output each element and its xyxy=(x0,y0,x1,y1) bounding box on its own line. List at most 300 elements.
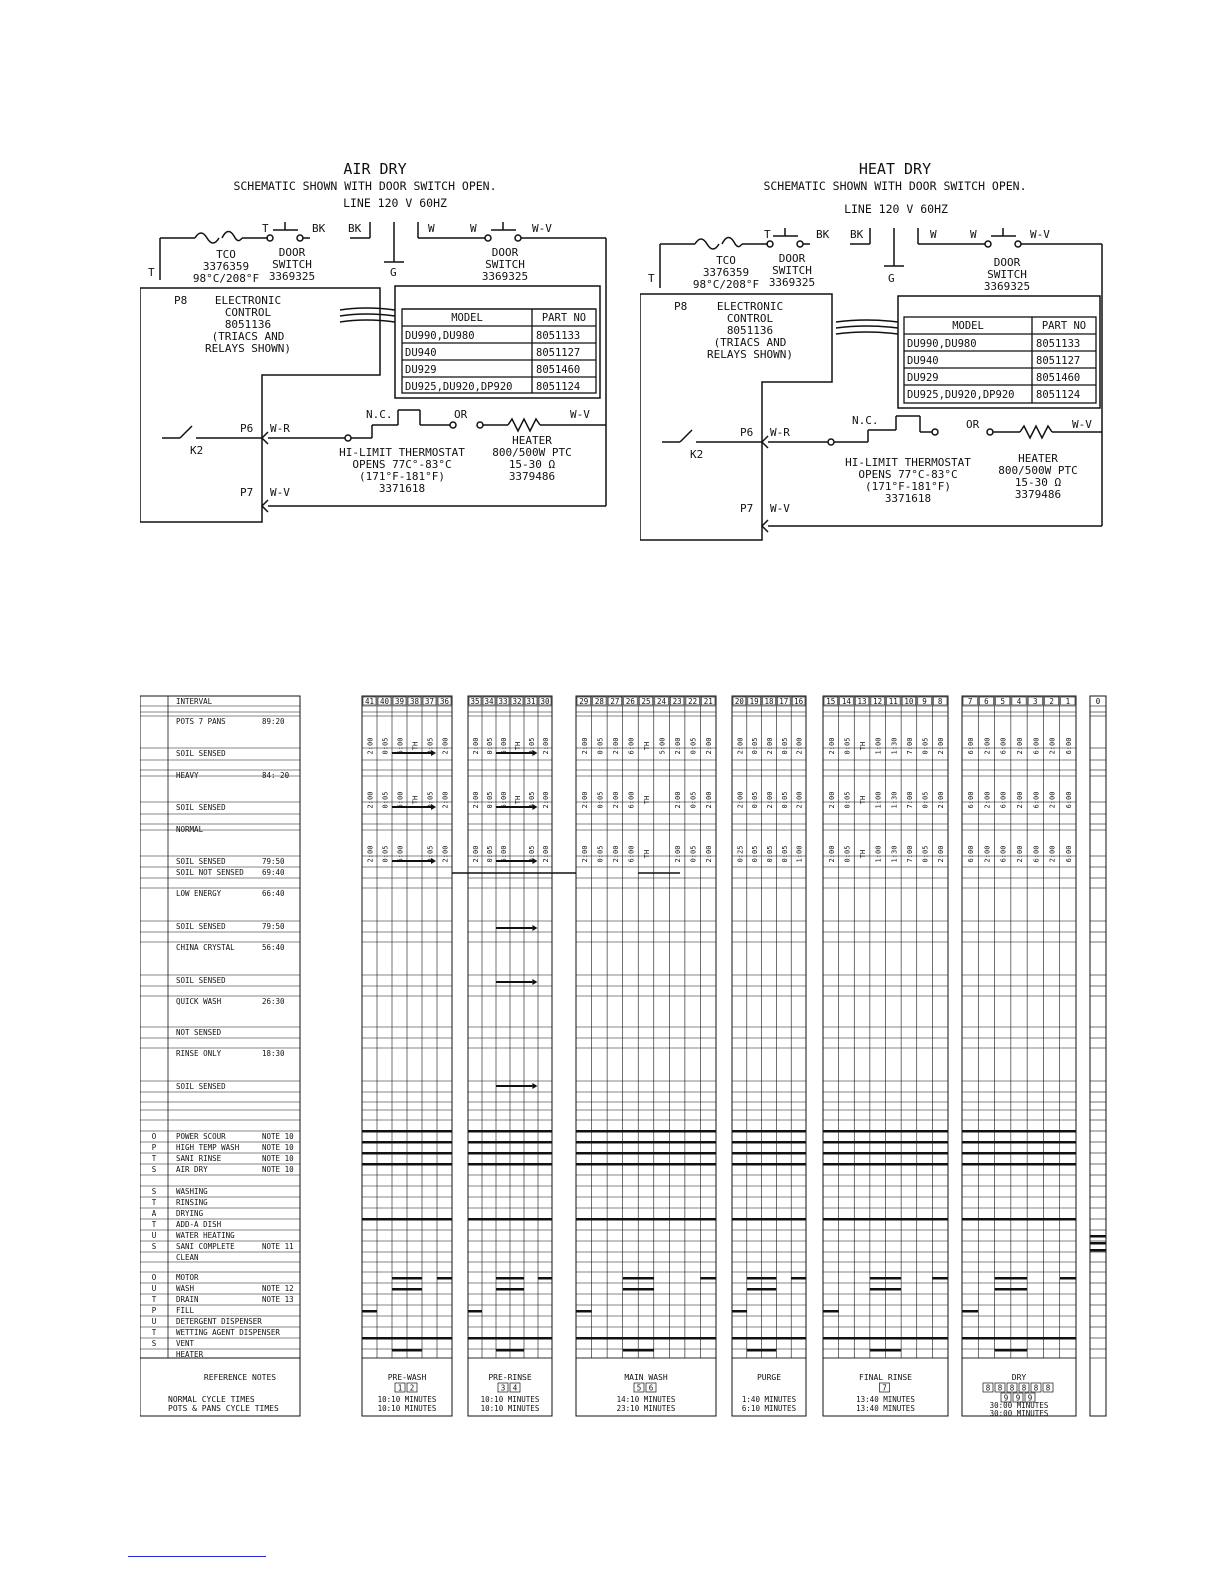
state-bar xyxy=(732,1141,806,1144)
row-value: 84: 20 xyxy=(262,771,290,780)
state-bar xyxy=(576,1163,716,1166)
interval-time: 2:00 xyxy=(611,737,620,755)
state-bar xyxy=(468,1130,552,1133)
interval-number: 28 xyxy=(594,697,604,706)
arrowhead xyxy=(532,925,537,931)
table-part: 8051124 xyxy=(1036,389,1081,401)
interval-time: 0:05 xyxy=(780,737,789,755)
interval-time: 6:00 xyxy=(396,737,405,755)
group-name: PURGE xyxy=(756,1373,782,1382)
state-bar xyxy=(362,1163,452,1166)
label-bk2: BK xyxy=(348,222,362,235)
label-wv: W-V xyxy=(1030,228,1050,241)
interval-time: 6:00 xyxy=(967,737,976,755)
row-code: P xyxy=(151,1143,157,1152)
table-part: 8051127 xyxy=(1036,355,1081,367)
row-label: SOIL NOT SENSED xyxy=(176,868,244,877)
interval-time: 2:00 xyxy=(366,791,375,809)
note-number: 9 xyxy=(1015,1393,1021,1403)
interval-time: 2:00 xyxy=(580,791,589,809)
row-code: U xyxy=(151,1317,157,1326)
state-bar xyxy=(732,1130,806,1133)
interval-time: 6:00 xyxy=(1064,791,1073,809)
pots-cycle-time: 13:40 MINUTES xyxy=(856,1404,915,1413)
interval-time: 2:00 xyxy=(827,845,836,863)
state-bar xyxy=(576,1152,716,1155)
interval-number: 6 xyxy=(984,697,989,706)
final-interval-frame xyxy=(1090,696,1106,1416)
row-value: NOTE 12 xyxy=(262,1284,294,1293)
interval-number: 19 xyxy=(749,697,759,706)
note-number: 8 xyxy=(1009,1383,1015,1393)
motor-bar xyxy=(791,1277,806,1280)
ec-line2: CONTROL xyxy=(726,312,774,325)
interval-time: 6:00 xyxy=(1064,737,1073,755)
row-value: NOTE 10 xyxy=(262,1154,294,1163)
label-bk2: BK xyxy=(850,228,864,241)
normal-cycle-time: 13:40 MINUTES xyxy=(856,1395,915,1404)
normal-cycle-time: 30:00 MINUTES xyxy=(989,1401,1049,1410)
motor-bar xyxy=(700,1277,716,1280)
row-label: CLEAN xyxy=(176,1253,199,1262)
door-switch-1-switch: SWITCH xyxy=(772,264,812,277)
interval-time: 2:00 xyxy=(472,737,480,755)
label-t2: T xyxy=(648,272,655,285)
state-bar xyxy=(732,1337,806,1340)
interval-time: 6:00 xyxy=(967,791,976,809)
tco-part: 3376359 xyxy=(702,266,750,279)
row-code: T xyxy=(151,1328,157,1337)
heater-bar xyxy=(747,1349,777,1352)
label-w2: W xyxy=(470,222,477,235)
p7-label: P7 xyxy=(240,486,254,499)
table-header-model: MODEL xyxy=(952,320,984,332)
interval-time: 6:00 xyxy=(500,737,508,755)
heater-line4: 3379486 xyxy=(508,470,556,483)
door-switch-2-switch: SWITCH xyxy=(485,258,525,271)
heater-line2: 800/500W PTC xyxy=(998,464,1078,477)
interval-time: 6:00 xyxy=(1032,791,1041,809)
row-code: O xyxy=(151,1132,157,1141)
interval-number: 14 xyxy=(841,697,851,706)
label-w2: W xyxy=(970,228,977,241)
door-switch-2-switch: SWITCH xyxy=(987,268,1027,281)
table-model: DU940 xyxy=(907,355,939,367)
interval-time: 2:00 xyxy=(472,791,480,809)
wash-bar xyxy=(623,1288,654,1291)
p8-label: P8 xyxy=(674,300,688,313)
interval-time: 0:05 xyxy=(426,791,435,809)
interval-time: 6:00 xyxy=(627,791,636,809)
group-name: PRE-WASH xyxy=(387,1373,427,1382)
interval-number: 21 xyxy=(703,697,713,706)
state-bar xyxy=(576,1337,716,1340)
state-bar xyxy=(962,1152,1076,1155)
interval-number: 34 xyxy=(484,697,494,706)
k2-label: K2 xyxy=(190,444,204,457)
note-number: 8 xyxy=(1033,1383,1039,1393)
interval-time: 2:00 xyxy=(983,791,992,809)
note-number: 9 xyxy=(1027,1393,1033,1403)
row-value: 79:50 xyxy=(262,922,285,931)
ec-line1: ELECTRONIC xyxy=(214,294,282,307)
reference-notes-label: REFERENCE NOTES xyxy=(203,1373,277,1382)
ec-line3: 8051136 xyxy=(224,318,272,331)
interval-time: 1:00 xyxy=(874,845,883,863)
interval-time: 7:00 xyxy=(905,845,914,863)
motor-bar xyxy=(623,1277,654,1280)
table-part: 8051127 xyxy=(536,347,581,359)
interval-number: 35 xyxy=(470,697,480,706)
timing-grid xyxy=(140,696,1106,1416)
row-code: S xyxy=(151,1165,157,1174)
row-value: NOTE 10 xyxy=(262,1132,294,1141)
interval-number: 17 xyxy=(779,697,789,706)
interval-time: 7:00 xyxy=(905,791,914,809)
wash-bar xyxy=(496,1288,524,1291)
interval-time: 0:05 xyxy=(751,737,760,755)
ec-line5: RELAYS SHOWN) xyxy=(706,348,794,361)
pots-cycle-time: 23:10 MINUTES xyxy=(616,1404,676,1413)
table-header-model: MODEL xyxy=(451,312,483,324)
state-bar xyxy=(823,1163,948,1166)
interval-time: 6:00 xyxy=(500,791,508,809)
table-model: DU929 xyxy=(907,372,939,384)
heater-bar xyxy=(623,1349,654,1352)
interval-number: 41 xyxy=(364,697,375,706)
heater-bar xyxy=(870,1349,901,1352)
interval-time: 2:00 xyxy=(736,791,745,809)
interval-time: 0:05 xyxy=(751,791,760,809)
state-bar xyxy=(962,1163,1076,1166)
row-label: WASHING xyxy=(176,1187,208,1196)
normal-cycle-time: 14:10 MINUTES xyxy=(616,1395,676,1404)
pots-cycle-time: 10:10 MINUTES xyxy=(480,1404,540,1413)
wash-bar xyxy=(392,1288,422,1291)
state-bar xyxy=(732,1163,806,1166)
interval-time: 2:00 xyxy=(827,737,836,755)
interval-time: 6:00 xyxy=(1064,845,1073,863)
state-bar xyxy=(468,1337,552,1340)
interval-time: 2:00 xyxy=(441,845,450,863)
door-switch-1-part: 3369325 xyxy=(268,270,316,283)
label-g: G xyxy=(888,272,895,285)
interval-time: 1:30 xyxy=(890,791,899,809)
row-label: MOTOR xyxy=(176,1273,199,1282)
line-voltage-label: LINE 120 V 60HZ xyxy=(343,196,447,210)
row-value: 56:40 xyxy=(262,943,285,952)
row-label: ADD-A DISH xyxy=(176,1220,222,1229)
note-number: 8 xyxy=(997,1383,1003,1393)
label-t2: T xyxy=(148,266,155,279)
motor-bar xyxy=(437,1277,452,1280)
interval-time: 2:00 xyxy=(766,737,774,755)
state-bar xyxy=(962,1141,1076,1144)
interval-time: 5:00 xyxy=(658,737,667,755)
interval-time: 2:00 xyxy=(1048,791,1057,809)
interval-time: 0:05 xyxy=(780,791,789,809)
table-header-part: PART NO xyxy=(541,312,587,324)
row-value: NOTE 13 xyxy=(262,1295,294,1304)
pots-cycle-time: 10:10 MINUTES xyxy=(377,1404,437,1413)
wash-bar xyxy=(995,1288,1028,1291)
interval-time: 1:00 xyxy=(874,737,883,755)
interval-time: 0:05 xyxy=(486,737,494,755)
interval-time: 2:00 xyxy=(472,845,480,863)
row-code: S xyxy=(151,1242,157,1251)
heat-dry-schematic xyxy=(640,150,1110,545)
heater-bar xyxy=(995,1349,1028,1352)
row-label: WETTING AGENT DISPENSER xyxy=(176,1328,280,1337)
nc-label: N.C. xyxy=(366,408,393,421)
interval-time: 2:00 xyxy=(705,845,714,863)
interval-time: 0:05 xyxy=(528,791,536,809)
interval-time: 0:05 xyxy=(751,845,760,863)
interval-time: 2:00 xyxy=(1048,845,1057,863)
p8-label: P8 xyxy=(174,294,188,307)
row-label: SOIL SENSED xyxy=(176,922,226,931)
interval-time: 2:00 xyxy=(937,845,946,863)
state-bar xyxy=(576,1141,716,1144)
note-number: 4 xyxy=(512,1383,518,1393)
interval-time: 2:00 xyxy=(441,737,450,755)
interval-time: 2:00 xyxy=(674,845,683,863)
interval-time: 2:00 xyxy=(542,791,550,809)
interval-time: TH xyxy=(514,741,522,751)
table-model: DU929 xyxy=(405,364,437,376)
normal-cycle-time: 10:10 MINUTES xyxy=(480,1395,540,1404)
row-code: S xyxy=(151,1339,157,1348)
door-switch-1-door: DOOR xyxy=(778,252,806,265)
interval-time: TH xyxy=(411,741,420,751)
heater-bar xyxy=(392,1349,422,1352)
interval-time: 1:00 xyxy=(874,791,883,809)
hilimit-line3: (171°F-181°F) xyxy=(864,480,952,493)
interval-time: 0:05 xyxy=(921,737,930,755)
row-label: POWER SCOUR xyxy=(176,1132,226,1141)
interval-number: 8 xyxy=(937,697,943,706)
motor-bar xyxy=(1060,1277,1076,1280)
interval-time: 0:05 xyxy=(780,845,789,863)
schematic-title: HEAT DRY xyxy=(858,160,932,178)
note-number: 9 xyxy=(1003,1393,1009,1403)
interval-number: 5 xyxy=(1000,697,1005,706)
heater-line1: HEATER xyxy=(512,434,552,447)
interval-time: 2:00 xyxy=(542,737,550,755)
interval-time: 0:05 xyxy=(381,791,390,809)
p7-label: P7 xyxy=(740,502,754,515)
interval-number: 13 xyxy=(857,697,867,706)
clean-bar xyxy=(1090,1235,1106,1238)
table-part: 8051460 xyxy=(536,364,581,376)
or-label: OR xyxy=(966,418,980,431)
hilimit-line1: HI-LIMIT THERMOSTAT xyxy=(845,456,971,469)
label-t: T xyxy=(262,222,269,235)
interval-number: 15 xyxy=(826,697,836,706)
door-switch-2-part: 3369325 xyxy=(983,280,1031,293)
interval-time: 2:00 xyxy=(674,791,683,809)
interval-number: 25 xyxy=(641,697,651,706)
state-bar xyxy=(732,1218,806,1221)
state-bar xyxy=(962,1130,1076,1133)
hilimit-line4: 3371618 xyxy=(884,492,932,505)
row-label: WATER HEATING xyxy=(176,1231,235,1240)
interval-time: 0:25 xyxy=(736,845,745,863)
motor-bar xyxy=(995,1277,1028,1280)
row-label: SOIL SENSED xyxy=(176,749,226,758)
interval-time: 0:05 xyxy=(921,791,930,809)
note-number: 7 xyxy=(882,1383,887,1393)
interval-number: 29 xyxy=(579,697,589,706)
normal-cycle-times-label: NORMAL CYCLE TIMES xyxy=(168,1395,255,1404)
heater-line2: 800/500W PTC xyxy=(492,446,572,459)
interval-time: 6:00 xyxy=(396,845,405,863)
interval-time: 2:00 xyxy=(827,791,836,809)
ec-line4: (TRIACS AND xyxy=(211,330,285,343)
row-label: NORMAL xyxy=(176,825,204,834)
interval-time: 2:00 xyxy=(611,845,620,863)
interval-time: 6:00 xyxy=(1032,737,1041,755)
interval-time: 2:00 xyxy=(1016,791,1024,809)
interval-time: 6:00 xyxy=(999,791,1008,809)
interval-time: 2:00 xyxy=(736,737,745,755)
heater-bar xyxy=(496,1349,524,1352)
note-number: 8 xyxy=(1021,1383,1027,1393)
hilimit-line3: (171°F-181°F) xyxy=(358,470,446,483)
interval-number: 36 xyxy=(439,697,450,706)
motor-bar xyxy=(538,1277,552,1280)
tco-temp: 98°C/208°F xyxy=(192,272,260,285)
interval-time: 0:05 xyxy=(528,737,536,755)
pots-cycle-times-label: POTS & PANS CYCLE TIMES xyxy=(168,1404,279,1413)
row-label: SANI RINSE xyxy=(176,1154,222,1163)
interval-number: 33 xyxy=(498,697,508,706)
row-label: FILL xyxy=(176,1306,195,1315)
table-model: DU990,DU980 xyxy=(405,330,475,342)
interval-time: TH xyxy=(859,741,868,751)
row-code: A xyxy=(151,1209,157,1218)
table-model: DU990,DU980 xyxy=(907,338,977,350)
interval-time: 0:05 xyxy=(843,845,852,863)
label-w: W xyxy=(428,222,435,235)
label-wv: W-V xyxy=(532,222,552,235)
row-value: 66:40 xyxy=(262,889,285,898)
row-label: POTS 7 PANS xyxy=(176,717,226,726)
state-bar xyxy=(468,1218,552,1221)
motor-bar xyxy=(392,1277,422,1280)
row-value: 69:40 xyxy=(262,868,285,877)
note-number: 3 xyxy=(500,1383,506,1393)
interval-number: 10 xyxy=(904,697,914,706)
interval-time: 0:05 xyxy=(689,737,698,755)
interval-time: 0:05 xyxy=(843,791,852,809)
wv2-label: W-V xyxy=(570,408,590,421)
state-bar xyxy=(823,1130,948,1133)
state-bar xyxy=(362,1218,452,1221)
motor-bar xyxy=(496,1277,524,1280)
interval-number: 2 xyxy=(1049,697,1054,706)
wr-label: W-R xyxy=(770,426,790,439)
interval-time: 2:00 xyxy=(705,737,714,755)
row-label: HEATER xyxy=(176,1350,204,1359)
heater-line3: 15-30 Ω xyxy=(1014,476,1062,489)
row-label: INTERVAL xyxy=(176,697,213,706)
timing-row-labels xyxy=(152,697,294,1413)
interval-time: 6:00 xyxy=(999,737,1008,755)
interval-time: 0:05 xyxy=(381,737,390,755)
door-switch-2-door: DOOR xyxy=(491,246,519,259)
note-number: 2 xyxy=(409,1383,415,1393)
state-bar xyxy=(362,1141,452,1144)
interval-time: 0:05 xyxy=(843,737,852,755)
interval-time: 6:00 xyxy=(1032,845,1041,863)
row-label: LOW ENERGY xyxy=(176,889,222,898)
table-header-part: PART NO xyxy=(1041,320,1087,332)
interval-number: 9 xyxy=(922,697,927,706)
table-model: DU925,DU920,DP920 xyxy=(907,389,1015,401)
state-bar xyxy=(823,1152,948,1155)
air-dry-schematic xyxy=(140,150,610,540)
ec-line3: 8051136 xyxy=(726,324,774,337)
row-code: S xyxy=(151,1187,157,1196)
fill-bar xyxy=(576,1310,592,1313)
footnote-rule xyxy=(128,1556,266,1557)
fill-bar xyxy=(823,1310,839,1313)
interval-number: 24 xyxy=(657,697,667,706)
state-bar xyxy=(468,1141,552,1144)
interval-time: TH xyxy=(643,849,651,859)
interval-time: 2:00 xyxy=(1016,845,1024,863)
state-bar xyxy=(576,1130,716,1133)
arrowhead xyxy=(532,979,537,985)
normal-cycle-time: 10:10 MINUTES xyxy=(377,1395,437,1404)
interval-time: 2:00 xyxy=(441,791,450,809)
wv2-label: W-V xyxy=(1072,418,1092,431)
interval-number: 11 xyxy=(888,697,898,706)
interval-number: 18 xyxy=(764,697,774,706)
interval-number: 7 xyxy=(967,697,973,706)
row-code: T xyxy=(151,1154,157,1163)
row-label: NOT SENSED xyxy=(176,1028,222,1037)
interval-time: 0:05 xyxy=(528,845,536,863)
hilimit-line4: 3371618 xyxy=(378,482,426,495)
interval-number: 22 xyxy=(688,697,698,706)
ec-line1: ELECTRONIC xyxy=(716,300,784,313)
interval-time: TH xyxy=(859,795,868,805)
table-part: 8051133 xyxy=(1036,338,1081,350)
state-bar xyxy=(823,1141,948,1144)
interval-number: 12 xyxy=(873,697,883,706)
interval-number: 31 xyxy=(526,697,536,706)
wv3-label: W-V xyxy=(270,486,290,499)
row-label: WASH xyxy=(176,1284,195,1293)
door-switch-2-part: 3369325 xyxy=(481,270,529,283)
interval-number: 3 xyxy=(1033,697,1038,706)
label-w: W xyxy=(930,228,937,241)
interval-time: 0:05 xyxy=(689,791,698,809)
interval-time: 2:00 xyxy=(1016,737,1024,755)
row-label: RINSE ONLY xyxy=(176,1049,222,1058)
fill-bar xyxy=(732,1310,747,1313)
row-label: DRAIN xyxy=(176,1295,199,1304)
door-switch-2-door: DOOR xyxy=(993,256,1021,269)
clean-bar xyxy=(1090,1242,1106,1245)
interval-number: 32 xyxy=(512,697,522,706)
door-switch-1-switch: SWITCH xyxy=(272,258,312,271)
hilimit-line2: OPENS 77°C-83°C xyxy=(858,468,958,481)
motor-bar xyxy=(932,1277,948,1280)
interval-time: 2:00 xyxy=(705,791,714,809)
